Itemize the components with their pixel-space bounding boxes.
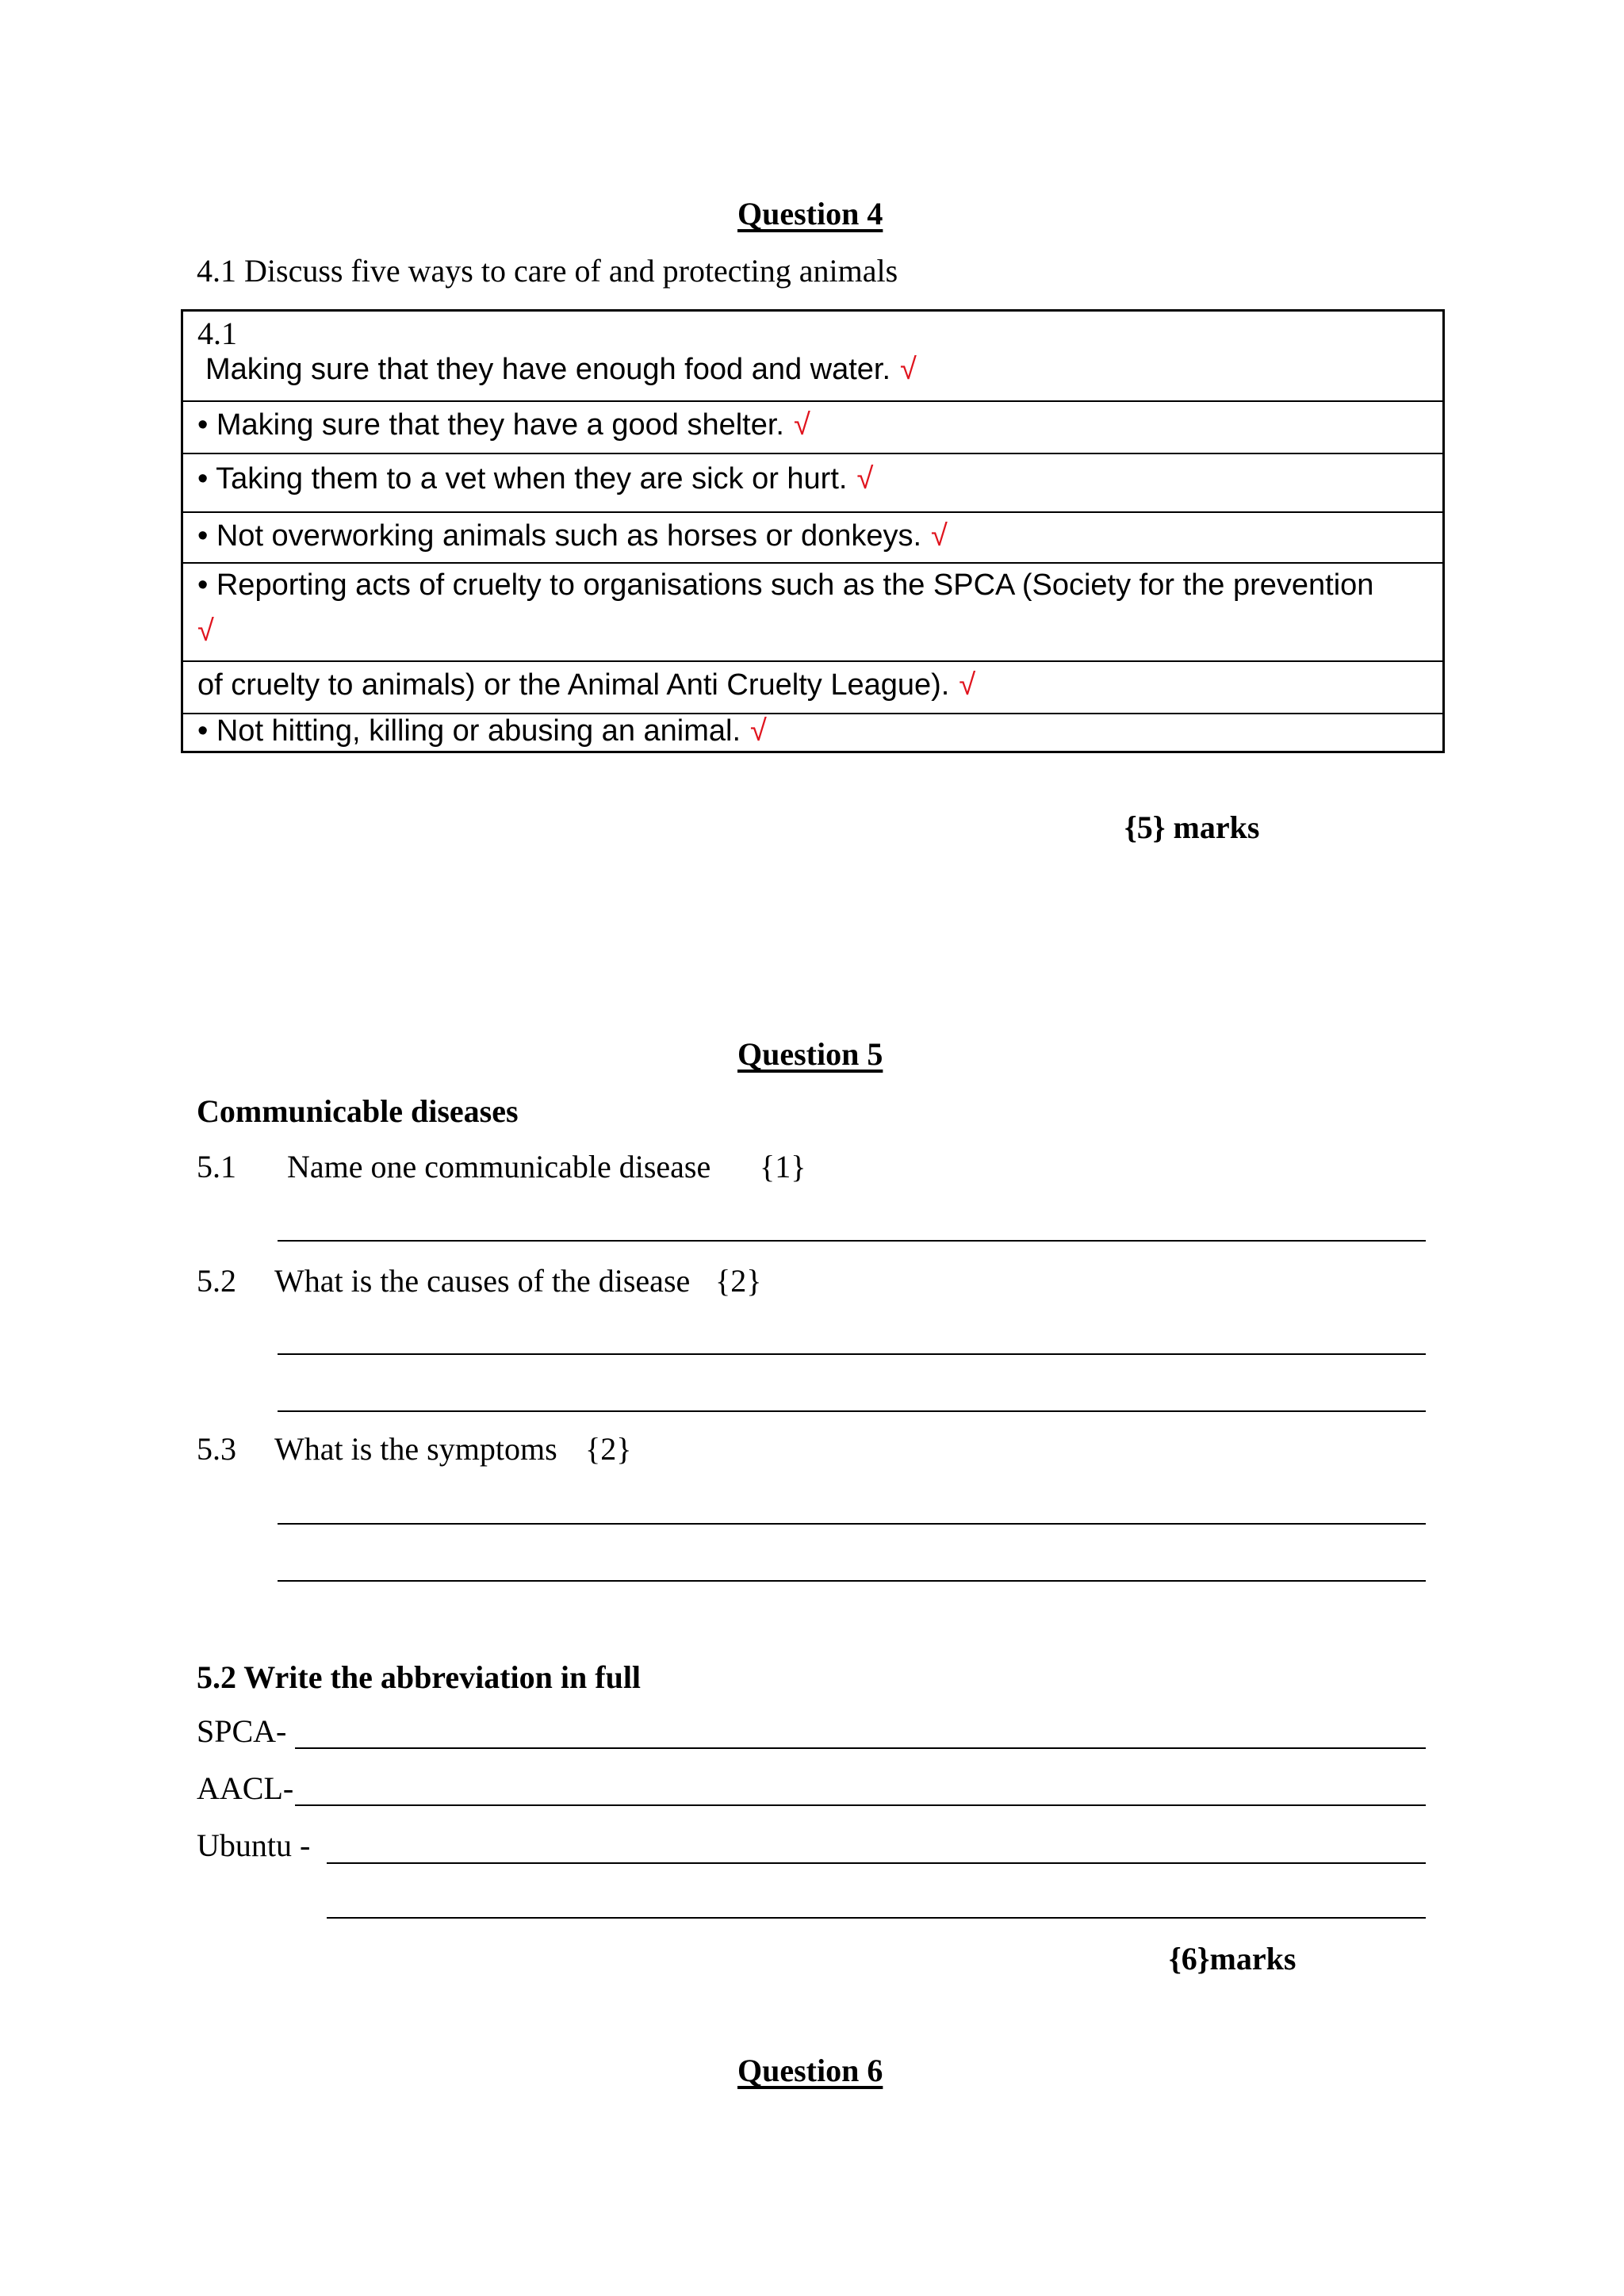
table-row (183, 713, 1442, 751)
answer-line-ubuntu-b[interactable] (327, 1917, 1426, 1919)
answer-line-spca[interactable] (295, 1747, 1426, 1749)
abbrev-spca-label: SPCA- (197, 1713, 287, 1749)
q5-1-number: 5.1 (197, 1149, 236, 1184)
question6-heading: Question 6 (737, 2053, 883, 2088)
abbreviation-heading: 5.2 Write the abbreviation in full (197, 1659, 642, 1695)
q5-3-text: What is the symptoms (274, 1431, 557, 1467)
abbrev-ubuntu-label: Ubuntu - (197, 1827, 311, 1863)
table-row (183, 562, 1442, 660)
table-row (183, 660, 1442, 713)
table-label-4-1: 4.1 (197, 316, 237, 351)
table-row (183, 312, 1442, 400)
answer-line-5-2b[interactable] (278, 1410, 1426, 1412)
q5-3-marks: {2} (585, 1431, 632, 1467)
table-row (183, 511, 1442, 562)
check-icon: √ (931, 519, 948, 553)
table-row-text: • Not overworking animals such as horses or donkeys. √ (197, 519, 948, 553)
table-row-text: Making sure that they have enough food and water. √ (205, 353, 917, 386)
check-icon: √ (197, 614, 214, 648)
answer-line-5-2a[interactable] (278, 1353, 1426, 1355)
q5-2-text: What is the causes of the disease (274, 1263, 691, 1299)
question4-prompt: 4.1 Discuss five ways to care of and protecting animals (197, 253, 898, 289)
question4-marks: {5} marks (1124, 809, 1260, 845)
table-row (183, 400, 1442, 453)
table-row-text: • Not hitting, killing or abusing an animal. √ (197, 714, 767, 748)
answer-line-5-3b[interactable] (278, 1580, 1426, 1582)
answer-line-aacl[interactable] (295, 1804, 1426, 1806)
abbrev-aacl-label: AACL- (197, 1770, 294, 1806)
q5-1-marks: {1} (760, 1149, 806, 1184)
answer-table (181, 309, 1445, 753)
q5-3-number: 5.3 (197, 1431, 236, 1467)
check-icon: √ (959, 668, 976, 702)
table-row-text: • Reporting acts of cruelty to organisations such as the SPCA (Society for the prevention (197, 568, 1374, 602)
check-icon: √ (900, 353, 917, 386)
q5-1-text: Name one communicable disease (287, 1149, 711, 1184)
table-row-text: • Making sure that they have a good shelter. √ (197, 408, 810, 442)
table-row (183, 453, 1442, 511)
question5-heading: Question 5 (737, 1036, 883, 1072)
answer-line-5-1[interactable] (278, 1240, 1426, 1242)
table-row-text: • Taking them to a vet when they are sick or hurt. √ (197, 462, 874, 496)
answer-line-ubuntu-a[interactable] (327, 1862, 1426, 1864)
q5-2-number: 5.2 (197, 1263, 236, 1299)
question5-subheading: Communicable diseases (197, 1093, 519, 1129)
check-icon: √ (793, 408, 810, 442)
question5-marks: {6}marks (1169, 1941, 1297, 1976)
q5-2-marks: {2} (715, 1263, 762, 1299)
question4-heading: Question 4 (737, 196, 883, 232)
answer-line-5-3a[interactable] (278, 1523, 1426, 1525)
check-icon: √ (856, 462, 874, 496)
table-row-text: of cruelty to animals) or the Animal Anti Cruelty League). √ (197, 668, 976, 702)
check-icon: √ (750, 714, 767, 748)
